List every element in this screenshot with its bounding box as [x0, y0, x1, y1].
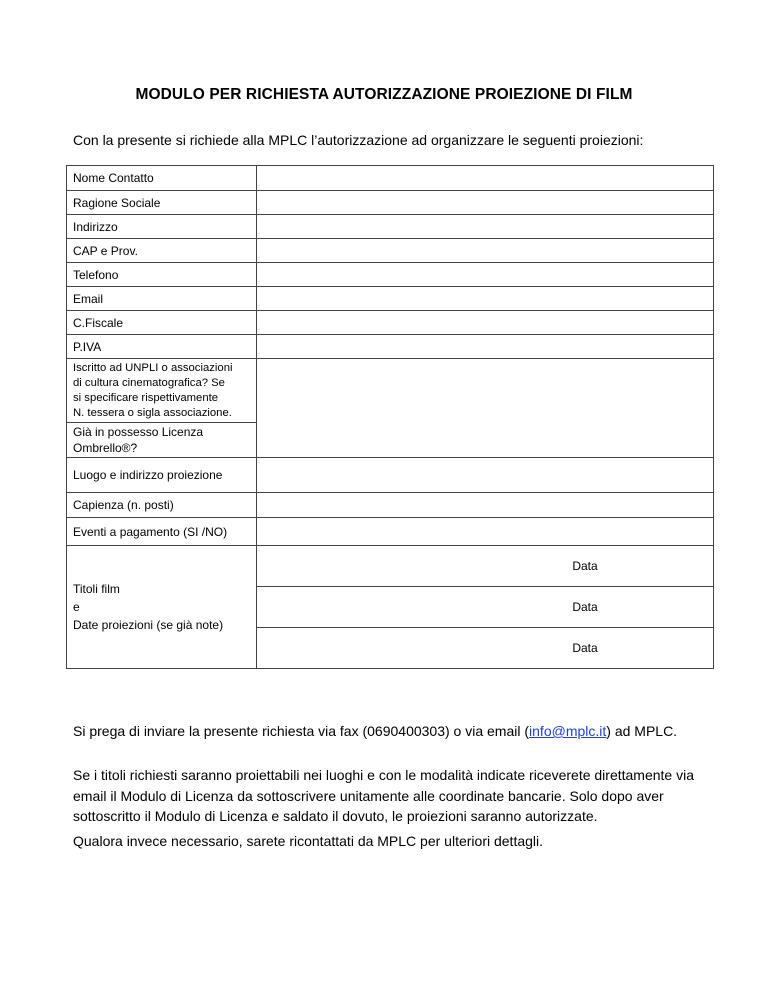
cap-prov-field[interactable] — [257, 239, 714, 263]
send-text: Si prega di inviare la presente richiesta via fax (0690400303) o via email ( — [73, 723, 530, 739]
field-label: Capienza (n. posti) — [67, 493, 257, 518]
data-field[interactable] — [257, 587, 714, 628]
unpli-ombrello-field[interactable] — [257, 359, 714, 458]
form-row — [67, 191, 714, 215]
form-row — [67, 546, 714, 587]
unpli-label — [67, 359, 257, 423]
titoli-label-line: Titoli film — [73, 582, 120, 596]
form-row — [67, 263, 714, 287]
form-row — [67, 493, 714, 518]
capienza-field[interactable] — [257, 493, 714, 518]
partita-iva-field[interactable] — [257, 335, 714, 359]
field-label: Indirizzo — [67, 215, 257, 239]
send-instructions — [73, 723, 677, 739]
form-row — [67, 166, 714, 191]
field-label: Eventi a pagamento (SI /NO) — [67, 518, 257, 546]
form-row — [67, 239, 714, 263]
titoli-label — [67, 546, 257, 669]
request-form-table — [66, 165, 714, 669]
data-label: Data — [572, 559, 598, 573]
email-link[interactable]: info@mplc.it — [529, 723, 607, 739]
contact-paragraph: Qualora invece necessario, sarete ricontattati da MPLC per ulteriori dettagli. — [73, 833, 544, 849]
intro-text: Con la presente si richiede alla MPLC l’autorizzazione ad organizzare le seguenti proiezioni: — [73, 132, 644, 148]
send-text-end: ) ad MPLC. — [606, 723, 678, 739]
titoli-label-line: Date proiezioni (se già note) — [73, 618, 224, 632]
data-field[interactable] — [257, 628, 714, 669]
license-paragraph: Se i titoli richiesti saranno proiettabili nei luoghi e con le modalità indicate riceverete direttamente via email il Modulo di Licenza da sottoscrivere unitamente alle coordinate bancarie. Solo dopo aver sottoscritto il Modulo di Licenza e saldato il dovuto, le proiezioni saranno autorizzate. — [73, 767, 694, 824]
field-label: C.Fiscale — [67, 311, 257, 335]
unpli-label-line: si specificare rispettivamente — [73, 391, 219, 404]
field-label: Ragione Sociale — [67, 191, 257, 215]
unpli-label-line: N. tessera o sigla associazione. — [73, 406, 232, 419]
ragione-sociale-field[interactable] — [257, 191, 714, 215]
nome-contatto-field[interactable] — [257, 166, 714, 191]
data-label: Data — [572, 641, 598, 655]
field-label: CAP e Prov. — [67, 239, 257, 263]
ombrello-label-line: Già in possesso Licenza — [73, 425, 204, 439]
form-row — [67, 335, 714, 359]
field-label: Luogo e indirizzo proiezione — [67, 458, 257, 493]
ombrello-label — [67, 423, 257, 458]
form-row — [67, 518, 714, 546]
unpli-label-line: Iscritto ad UNPLI o associazioni — [73, 361, 233, 374]
form-row — [67, 458, 714, 493]
email-field[interactable] — [257, 287, 714, 311]
form-row — [67, 215, 714, 239]
eventi-pagamento-field[interactable] — [257, 518, 714, 546]
form-row — [67, 287, 714, 311]
form-row — [67, 359, 714, 423]
codice-fiscale-field[interactable] — [257, 311, 714, 335]
luogo-field[interactable] — [257, 458, 714, 493]
ombrello-label-line: Ombrello®? — [73, 441, 138, 455]
field-label: Email — [67, 287, 257, 311]
page-title: MODULO PER RICHIESTA AUTORIZZAZIONE PROIEZIONE DI FILM — [135, 86, 633, 103]
field-label: Telefono — [67, 263, 257, 287]
form-row — [67, 311, 714, 335]
data-field[interactable] — [257, 546, 714, 587]
indirizzo-field[interactable] — [257, 215, 714, 239]
telefono-field[interactable] — [257, 263, 714, 287]
field-label: Nome Contatto — [67, 166, 257, 191]
data-label: Data — [572, 600, 598, 614]
field-label: P.IVA — [67, 335, 257, 359]
titoli-label-line: e — [73, 600, 80, 614]
unpli-label-line: di cultura cinematografica? Se — [73, 376, 225, 389]
